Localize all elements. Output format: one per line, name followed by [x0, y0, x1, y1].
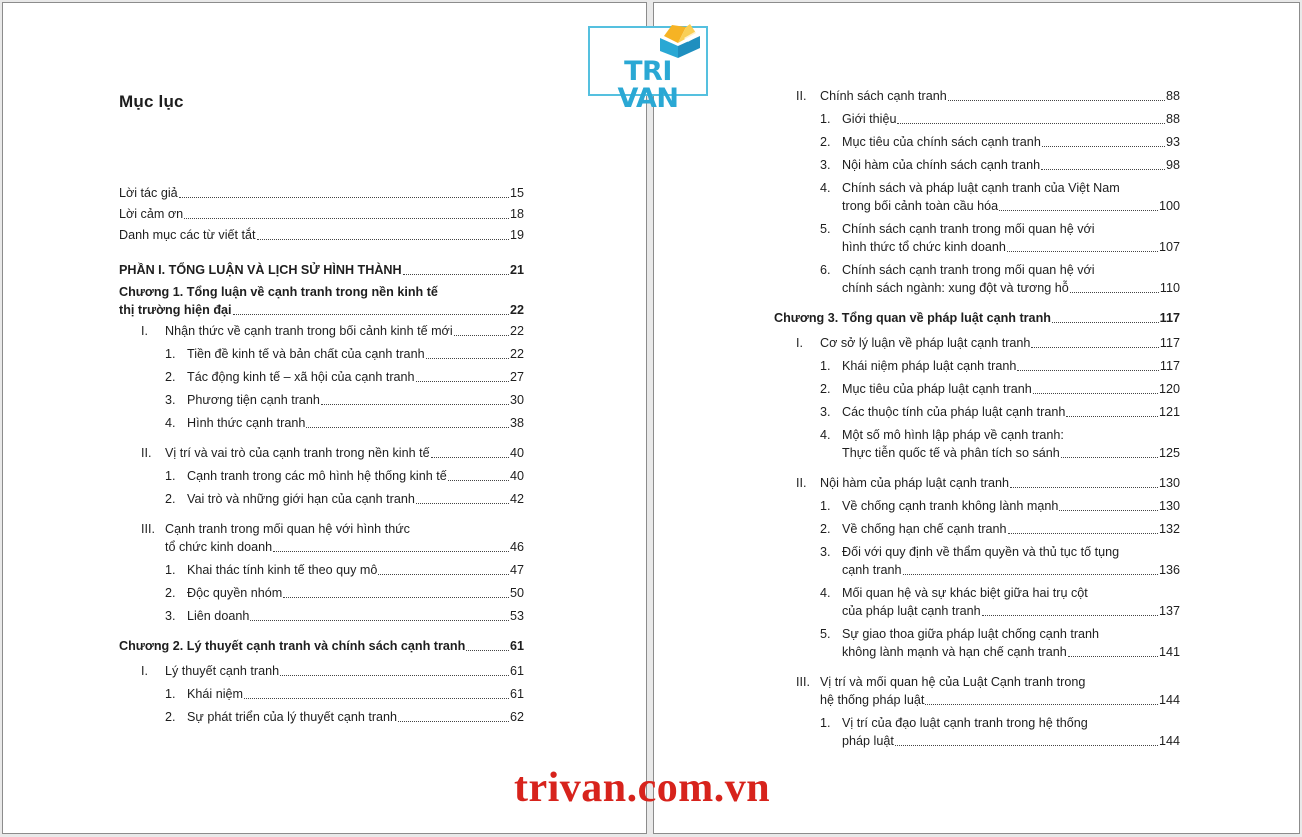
- toc-entry-text: Chính sách và pháp luật cạnh tranh của Việt Nam: [842, 181, 1120, 195]
- toc-entry-text: hình thức tổ chức kinh doanh: [842, 240, 1006, 254]
- toc-entry-text: Nhận thức về cạnh tranh trong bối cảnh kinh tế mới: [165, 324, 453, 338]
- toc-entry-page: 47: [509, 563, 524, 577]
- open-book-icon: [656, 24, 704, 60]
- toc-entry-number: 1.: [165, 687, 176, 701]
- toc-entry-number: 2.: [820, 522, 831, 536]
- toc-entry-page: 61: [509, 664, 524, 678]
- toc-entry[interactable]: [165, 708, 524, 726]
- toc-entry-text: Danh mục các từ viết tắt: [119, 228, 256, 242]
- dot-leader: [273, 550, 509, 552]
- dot-leader: [448, 479, 509, 481]
- toc-entry-number: II.: [796, 476, 807, 490]
- toc-entry[interactable]: [820, 380, 1180, 398]
- dot-leader: [1068, 655, 1158, 657]
- toc-entry-page: 98: [1165, 158, 1180, 172]
- dot-leader: [244, 697, 509, 699]
- dot-leader: [1066, 415, 1158, 417]
- toc-entry-text: Thực tiễn quốc tế và phân tích so sánh: [842, 446, 1060, 460]
- dot-leader: [1008, 532, 1158, 534]
- toc-entry-number: 5.: [820, 222, 831, 236]
- toc-entry-page: 117: [1159, 359, 1180, 373]
- toc-entry-text: Mối quan hệ và sự khác biệt giữa hai trụ cột: [842, 586, 1088, 600]
- toc-entry-text: Lý thuyết cạnh tranh: [165, 664, 280, 678]
- toc-entry[interactable]: [820, 543, 1180, 579]
- toc-entry-page: 19: [509, 228, 524, 242]
- toc-entry-number: 1.: [820, 716, 831, 730]
- toc-entry-number: 2.: [165, 370, 176, 384]
- toc-entry[interactable]: [820, 179, 1180, 215]
- toc-entry-page: 18: [509, 207, 524, 221]
- dot-leader: [184, 217, 509, 219]
- toc-entry-page: 46: [509, 540, 524, 554]
- toc-entry-text: Liên doanh: [187, 609, 250, 623]
- toc-entry-page: 22: [509, 324, 524, 338]
- toc-entry-page: 136: [1158, 563, 1180, 577]
- toc-entry[interactable]: [119, 261, 524, 279]
- dot-leader: [948, 99, 1165, 101]
- toc-entry-page: 107: [1158, 240, 1180, 254]
- toc-entry-page: 93: [1165, 135, 1180, 149]
- toc-entry-text: hệ thống pháp luật: [820, 693, 925, 707]
- toc-entry-text: Nội hàm của pháp luật cạnh tranh: [820, 476, 1010, 490]
- toc-entry-number: III.: [796, 675, 810, 689]
- toc-entry[interactable]: [820, 625, 1180, 661]
- toc-entry-text: Cơ sở lý luận về pháp luật cạnh tranh: [820, 336, 1031, 350]
- toc-entry-number: 4.: [820, 586, 831, 600]
- toc-entry-number: III.: [141, 522, 155, 536]
- toc-entry-page: 120: [1158, 382, 1180, 396]
- toc-entry-text: Độc quyền nhóm: [187, 586, 283, 600]
- toc-entry-number: 1.: [820, 499, 831, 513]
- toc-entry-page: 22: [509, 347, 524, 361]
- dot-leader: [378, 573, 509, 575]
- toc-entry-page: 117: [1159, 311, 1180, 325]
- toc-entry-page: 132: [1158, 522, 1180, 536]
- toc-entry-text: Vị trí của đạo luật cạnh tranh trong hệ thống: [842, 716, 1088, 730]
- toc-entry-number: II.: [796, 89, 807, 103]
- toc-entry-number: 4.: [165, 416, 176, 430]
- toc-entry-page: 130: [1158, 499, 1180, 513]
- toc-entry-text: Vai trò và những giới hạn của cạnh tranh: [187, 492, 415, 506]
- toc-entry-page: 141: [1158, 645, 1180, 659]
- toc-entry-number: 3.: [820, 158, 831, 172]
- toc-entry-text: Phương tiện cạnh tranh: [187, 393, 320, 407]
- toc-entry[interactable]: [820, 110, 1180, 128]
- toc-entry-text: Chương 1. Tổng luận về cạnh tranh trong nền kinh tế: [119, 285, 438, 299]
- toc-entry-number: II.: [141, 446, 152, 460]
- dot-leader: [454, 334, 509, 336]
- toc-title: Mục lục: [119, 92, 184, 111]
- toc-entry[interactable]: [820, 220, 1180, 256]
- toc-entry[interactable]: [141, 322, 524, 340]
- toc-entry[interactable]: [820, 520, 1180, 538]
- toc-entry-number: 3.: [165, 609, 176, 623]
- toc-entry[interactable]: [796, 474, 1180, 492]
- toc-entry[interactable]: [119, 637, 524, 655]
- toc-entry[interactable]: [774, 309, 1180, 327]
- dot-leader: [1059, 509, 1158, 511]
- toc-entry-text: Mục tiêu của pháp luật cạnh tranh: [842, 382, 1032, 396]
- dot-leader: [1007, 250, 1158, 252]
- dot-leader: [895, 744, 1158, 746]
- toc-entry-text: Chính sách cạnh tranh trong mối quan hệ với: [842, 222, 1095, 236]
- toc-entry[interactable]: [820, 156, 1180, 174]
- toc-entry-text: Chương 3. Tổng quan về pháp luật cạnh tranh: [774, 311, 1051, 325]
- tri-van-logo: [588, 26, 708, 114]
- toc-entry-text: Nội hàm của chính sách cạnh tranh: [842, 158, 1041, 172]
- toc-entry-number: 6.: [820, 263, 831, 277]
- toc-entry-number: 2.: [165, 492, 176, 506]
- toc-entry-text: tổ chức kinh doanh: [165, 540, 273, 554]
- toc-entry-page: 15: [509, 186, 524, 200]
- toc-entry-text: Chương 2. Lý thuyết cạnh tranh và chính sách cạnh tranh: [119, 639, 466, 653]
- toc-entry-number: I.: [141, 324, 148, 338]
- toc-entry-text: Các thuộc tính của pháp luật cạnh tranh: [842, 405, 1066, 419]
- toc-entry-page: 88: [1165, 112, 1180, 126]
- toc-entry-text: Khái niệm pháp luật cạnh tranh: [842, 359, 1017, 373]
- toc-entry[interactable]: [165, 685, 524, 703]
- toc-entry-page: 38: [509, 416, 524, 430]
- toc-entry-text: thị trường hiện đại: [119, 303, 232, 317]
- toc-entry-text: Cạnh tranh trong mối quan hệ với hình thức: [165, 522, 410, 536]
- dot-leader: [306, 426, 509, 428]
- toc-entry[interactable]: [141, 662, 524, 680]
- toc-entry-page: 137: [1158, 604, 1180, 618]
- toc-entry-text: Giới thiệu: [842, 112, 897, 126]
- toc-entry-text: Lời cảm ơn: [119, 207, 184, 221]
- toc-entry[interactable]: [165, 607, 524, 625]
- toc-entry[interactable]: [119, 226, 524, 244]
- toc-entry-number: 1.: [165, 347, 176, 361]
- toc-entry-text: Cạnh tranh trong các mô hình hệ thống kinh tế: [187, 469, 447, 483]
- dot-leader: [1031, 346, 1158, 348]
- toc-entry-page: 121: [1158, 405, 1180, 419]
- toc-entry-page: 50: [509, 586, 524, 600]
- toc-entry-text: trong bối cảnh toàn cầu hóa: [842, 199, 999, 213]
- toc-entry-text: chính sách ngành: xung đột và tương hỗ: [842, 281, 1069, 295]
- dot-leader: [416, 380, 509, 382]
- toc-entry[interactable]: [796, 673, 1180, 709]
- dot-leader: [233, 313, 509, 315]
- toc-entry-page: 144: [1158, 734, 1180, 748]
- toc-entry[interactable]: [119, 205, 524, 223]
- toc-entry[interactable]: [820, 133, 1180, 151]
- dot-leader: [897, 122, 1165, 124]
- toc-entry-text: Tác động kinh tế – xã hội của cạnh tranh: [187, 370, 415, 384]
- toc-entry-number: 2.: [820, 135, 831, 149]
- toc-entry-page: 125: [1158, 446, 1180, 460]
- dot-leader: [1010, 486, 1158, 488]
- dot-leader: [426, 357, 509, 359]
- dot-leader: [1033, 392, 1158, 394]
- dot-leader: [925, 703, 1158, 705]
- right-page: [653, 2, 1300, 834]
- toc-entry[interactable]: [165, 414, 524, 432]
- toc-entry-number: 4.: [820, 428, 831, 442]
- toc-entry-number: 3.: [165, 393, 176, 407]
- dot-leader: [283, 596, 509, 598]
- toc-entry-number: 2.: [820, 382, 831, 396]
- dot-leader: [1041, 168, 1165, 170]
- toc-entry-page: 30: [509, 393, 524, 407]
- toc-entry-page: 40: [509, 469, 524, 483]
- toc-entry-number: 1.: [165, 469, 176, 483]
- toc-entry-text: Lời tác giả: [119, 186, 178, 200]
- toc-entry-number: 4.: [820, 181, 831, 195]
- toc-entry[interactable]: [119, 283, 524, 319]
- toc-entry-text: Một số mô hình lập pháp về cạnh tranh:: [842, 428, 1064, 442]
- dot-leader: [1052, 321, 1159, 323]
- toc-entry-page: 62: [509, 710, 524, 724]
- toc-entry-text: Khái niệm: [187, 687, 244, 701]
- toc-entry-text: Mục tiêu của chính sách cạnh tranh: [842, 135, 1041, 149]
- toc-entry[interactable]: [165, 467, 524, 485]
- toc-entry[interactable]: [141, 520, 524, 556]
- toc-entry-text: Vị trí và vai trò của cạnh tranh trong nền kinh tế: [165, 446, 430, 460]
- dot-leader: [179, 196, 509, 198]
- toc-entry-text: không lành mạnh và hạn chế cạnh tranh: [842, 645, 1067, 659]
- toc-entry[interactable]: [820, 261, 1180, 297]
- toc-entry-text: của pháp luật cạnh tranh: [842, 604, 981, 618]
- toc-entry[interactable]: [141, 444, 524, 462]
- dot-leader: [250, 619, 509, 621]
- toc-entry-number: 5.: [820, 627, 831, 641]
- toc-entry-page: 21: [509, 263, 524, 277]
- toc-entry-text: pháp luật: [842, 734, 894, 748]
- toc-entry-page: 61: [509, 639, 524, 653]
- toc-entry[interactable]: [796, 87, 1180, 105]
- toc-entry-page: 40: [509, 446, 524, 460]
- toc-entry-text: Vị trí và mối quan hệ của Luật Cạnh tranh trong: [820, 675, 1086, 689]
- toc-entry-text: Về chống cạnh tranh không lành mạnh: [842, 499, 1059, 513]
- toc-entry-text: Sự giao thoa giữa pháp luật chống cạnh tranh: [842, 627, 1100, 641]
- dot-leader: [1061, 456, 1158, 458]
- toc-entry-text: Đối với quy định về thẩm quyền và thủ tục tố tụng: [842, 545, 1120, 559]
- toc-entry-number: 2.: [165, 586, 176, 600]
- toc-entry[interactable]: [796, 334, 1180, 352]
- toc-entry-number: 1.: [165, 563, 176, 577]
- dot-leader: [416, 502, 509, 504]
- toc-entry[interactable]: [165, 368, 524, 386]
- toc-entry-number: 3.: [820, 545, 831, 559]
- toc-entry-number: 1.: [820, 359, 831, 373]
- toc-entry-page: 100: [1158, 199, 1180, 213]
- toc-entry[interactable]: [820, 584, 1180, 620]
- dot-leader: [280, 674, 509, 676]
- toc-entry-page: 42: [509, 492, 524, 506]
- dot-leader: [1042, 145, 1165, 147]
- toc-entry[interactable]: [820, 426, 1180, 462]
- left-page: [2, 2, 647, 834]
- toc-entry-text: Chính sách cạnh tranh trong mối quan hệ với: [842, 263, 1095, 277]
- toc-entry-page: 144: [1158, 693, 1180, 707]
- toc-entry-text: cạnh tranh: [842, 563, 902, 577]
- toc-entry[interactable]: [165, 561, 524, 579]
- toc-entry[interactable]: [820, 497, 1180, 515]
- toc-entry-text: PHẦN I. TỔNG LUẬN VÀ LỊCH SỬ HÌNH THÀNH: [119, 263, 402, 277]
- toc-entry-text: Sự phát triển của lý thuyết cạnh tranh: [187, 710, 398, 724]
- watermark-text: trivan.com.vn: [514, 765, 771, 811]
- toc-entry-text: Khai thác tính kinh tế theo quy mô: [187, 563, 378, 577]
- toc-entry-page: 27: [509, 370, 524, 384]
- toc-entry-number: 1.: [820, 112, 831, 126]
- toc-entry-text: Chính sách cạnh tranh: [820, 89, 947, 103]
- logo-text: TRI VAN: [617, 56, 679, 114]
- dot-leader: [257, 238, 509, 240]
- toc-entry-number: I.: [796, 336, 803, 350]
- toc-entry-number: 2.: [165, 710, 176, 724]
- toc-entry[interactable]: [165, 584, 524, 602]
- toc-entry-page: 61: [509, 687, 524, 701]
- toc-entry-text: Hình thức cạnh tranh: [187, 416, 306, 430]
- toc-entry[interactable]: [165, 345, 524, 363]
- toc-entry-text: Tiền đề kinh tế và bản chất của cạnh tranh: [187, 347, 425, 361]
- toc-entry-page: 53: [509, 609, 524, 623]
- toc-entry-page: 88: [1165, 89, 1180, 103]
- toc-entry-page: 117: [1159, 336, 1180, 350]
- toc-entry-number: 3.: [820, 405, 831, 419]
- dot-leader: [466, 649, 509, 651]
- toc-entry[interactable]: [165, 490, 524, 508]
- toc-entry-page: 130: [1158, 476, 1180, 490]
- dot-leader: [1070, 291, 1159, 293]
- toc-entry-number: I.: [141, 664, 148, 678]
- toc-entry[interactable]: [820, 714, 1180, 750]
- dot-leader: [321, 403, 509, 405]
- dot-leader: [431, 456, 509, 458]
- toc-entry[interactable]: [165, 391, 524, 409]
- dot-leader: [999, 209, 1158, 211]
- toc-entry-page: 110: [1159, 281, 1180, 295]
- toc-entry[interactable]: [119, 184, 524, 202]
- dot-leader: [982, 614, 1158, 616]
- dot-leader: [398, 720, 509, 722]
- dot-leader: [1017, 369, 1159, 371]
- toc-entry-page: 22: [509, 303, 524, 317]
- toc-entry[interactable]: [820, 357, 1180, 375]
- toc-entry-text: Về chống hạn chế cạnh tranh: [842, 522, 1007, 536]
- dot-leader: [903, 573, 1158, 575]
- toc-entry[interactable]: [820, 403, 1180, 421]
- dot-leader: [403, 273, 509, 275]
